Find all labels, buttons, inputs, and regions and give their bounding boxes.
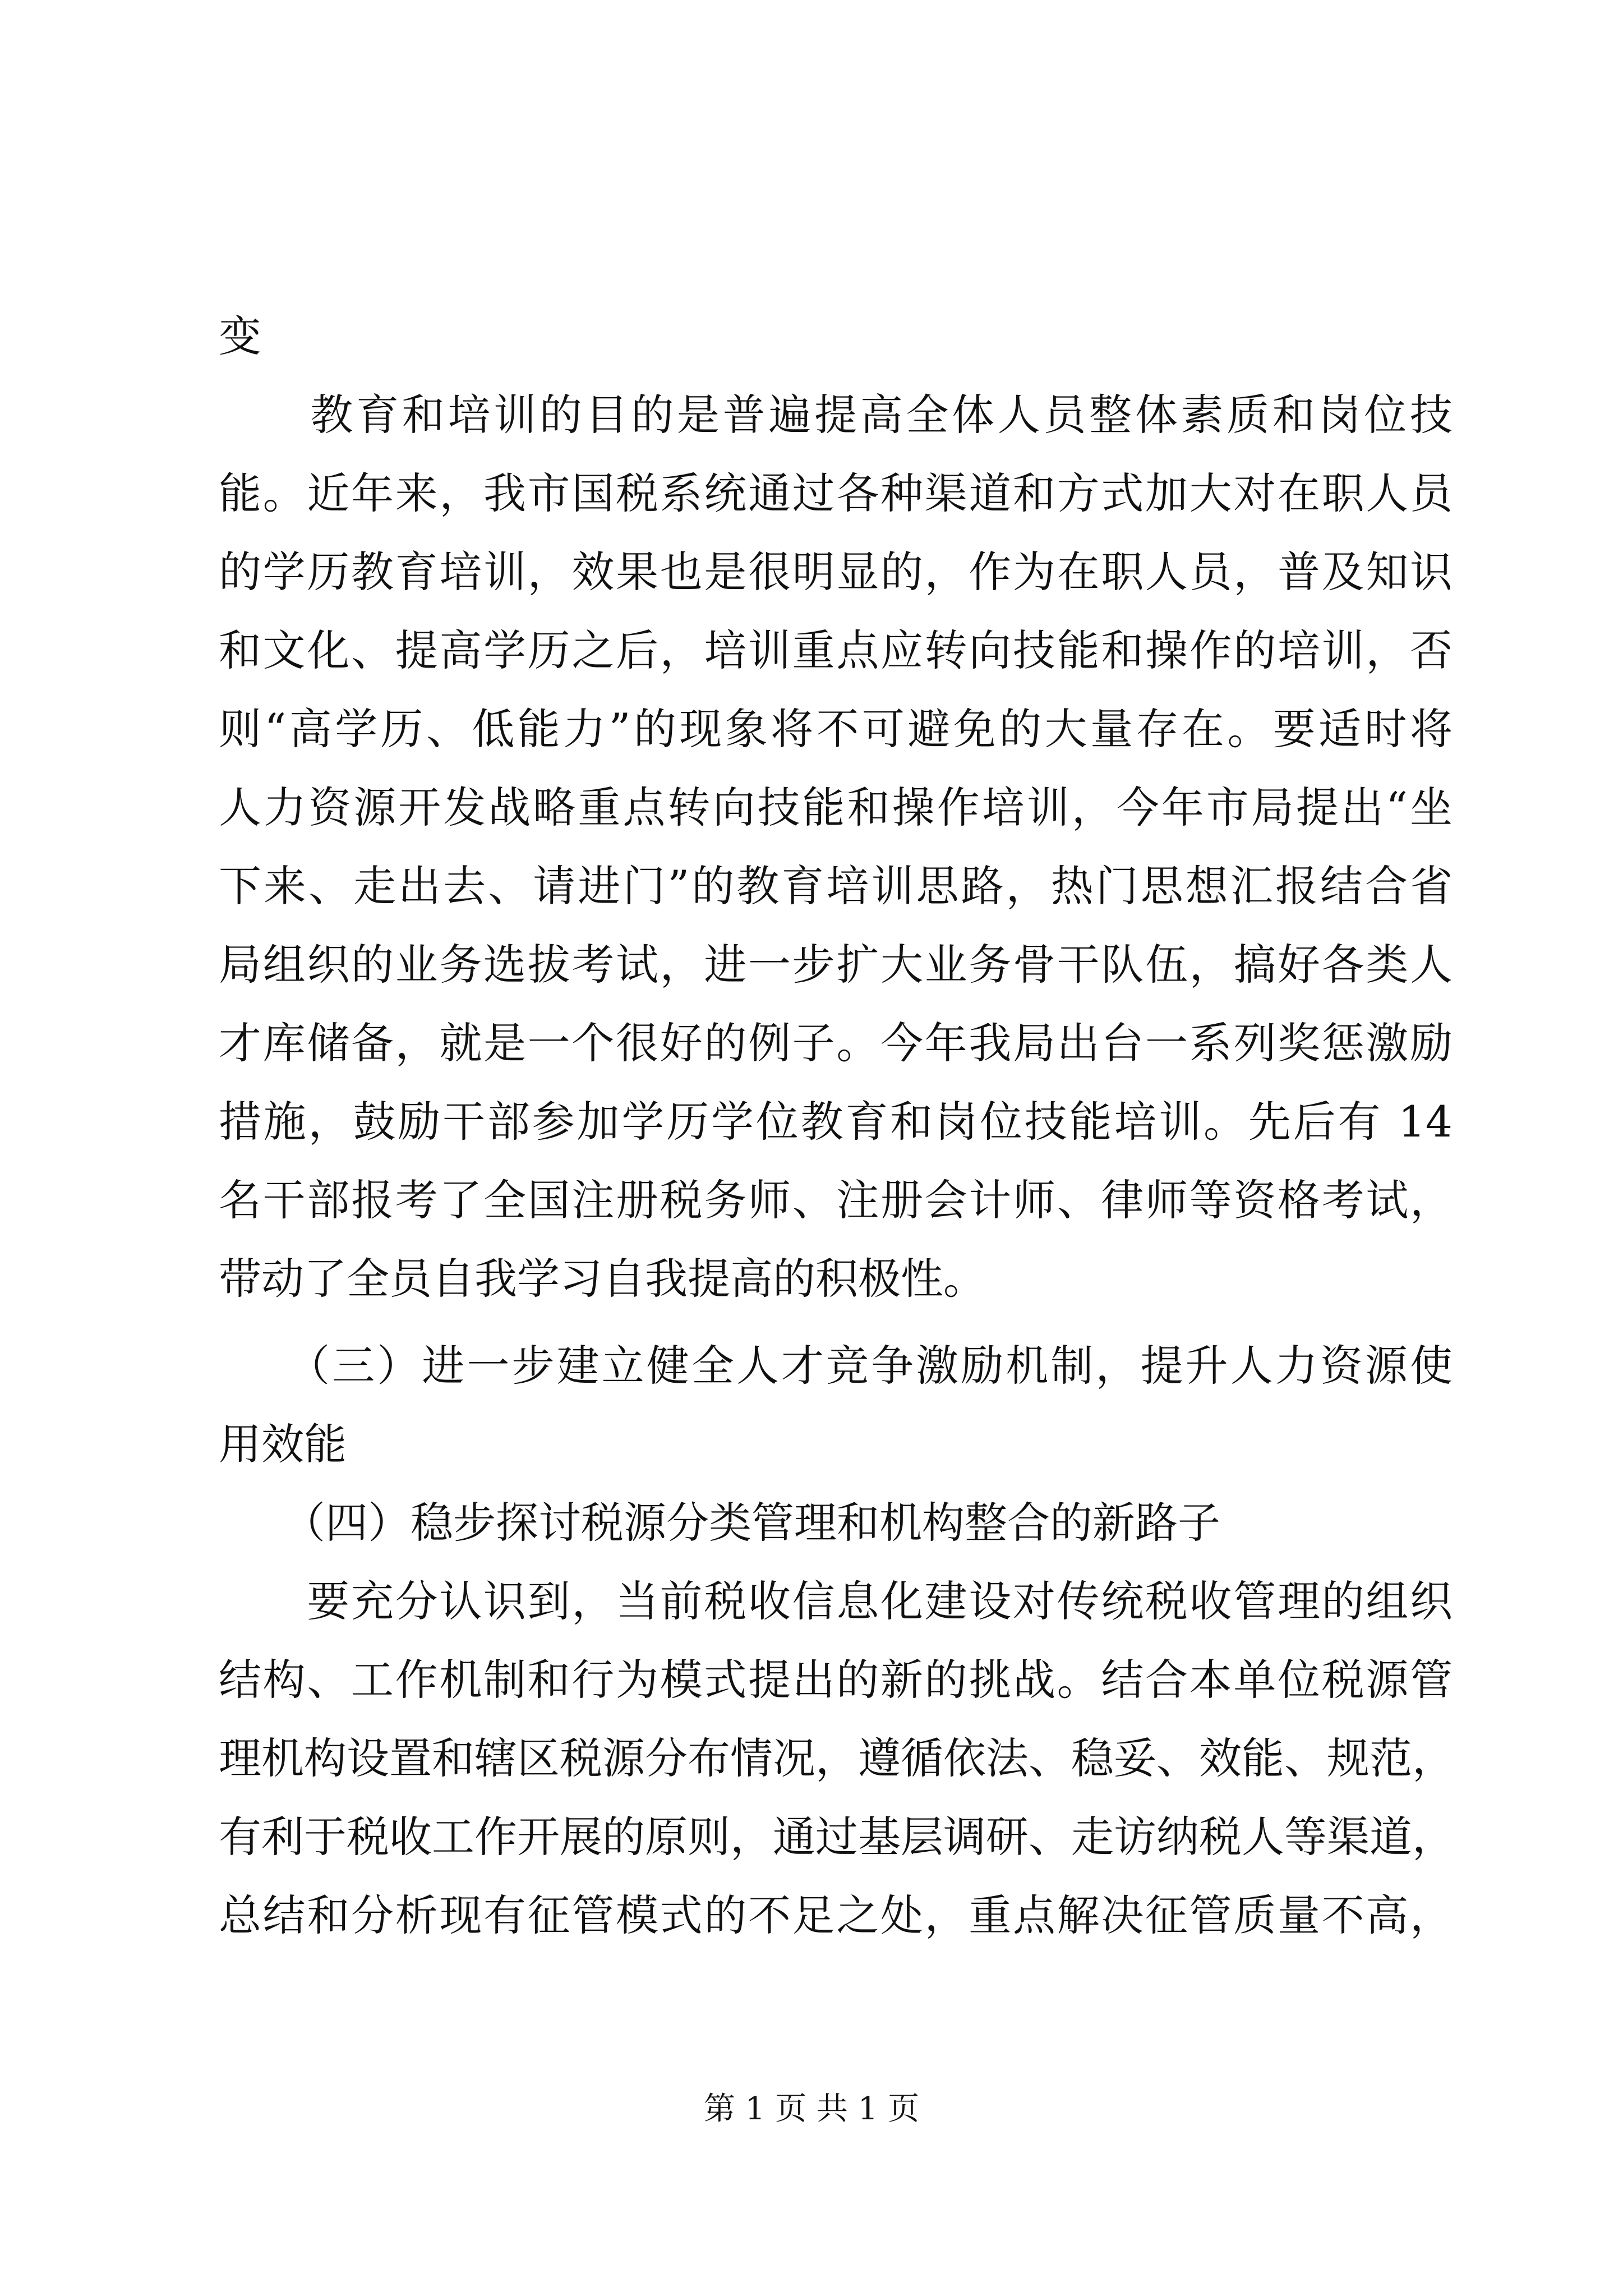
body-line: 总结和分析现有征管模式的不足之处，重点解决征管质量不高， [219, 1890, 1453, 1940]
body-line: 要充分认识到，当前税收信息化建设对传统税收管理的组织 [219, 1576, 1453, 1626]
section-heading: （四）稳步探讨税源分类管理和机构整合的新路子 [219, 1498, 1220, 1548]
section-heading-continued: 用效能 [219, 1419, 347, 1469]
body-line: 能。近年来，我市国税系统通过各种渠道和方式加大对在职人员 [219, 468, 1453, 518]
body-line: 理机构设置和辖区税源分布情况，遵循依法、稳妥、效能、规范， [219, 1733, 1455, 1783]
body-line: 人力资源开发战略重点转向技能和操作培训，今年市局提出“坐 [219, 783, 1453, 832]
body-line: 带动了全员自我学习自我提高的积极性。 [219, 1254, 986, 1304]
body-line: 的学历教育培训，效果也是很明显的，作为在职人员，普及知识 [219, 547, 1453, 597]
body-line: 则“高学历、低能力”的现象将不可避免的大量存在。要适时将 [219, 704, 1453, 754]
body-line: 结构、工作机制和行为模式提出的新的挑战。结合本单位税源管 [219, 1655, 1453, 1705]
page-footer: 第 1 页 共 1 页 [703, 2091, 920, 2127]
body-line: 措施，鼓励干部参加学历学位教育和岗位技能培训。先后有 14 [219, 1097, 1453, 1147]
section-heading: （三）进一步建立健全人才竞争激励机制，提升人力资源使 [219, 1341, 1453, 1391]
body-line: 有利于税收工作开展的原则，通过基层调研、走访纳税人等渠道， [219, 1812, 1455, 1862]
body-line: 和文化、提高学历之后，培训重点应转向技能和操作的培训，否 [219, 625, 1453, 675]
body-line: 下来、走出去、请进门”的教育培训思路，热门思想汇报结合省 [219, 861, 1453, 911]
body-line: 名干部报考了全国注册税务师、注册会计师、律师等资格考试， [219, 1175, 1453, 1225]
body-line: 教育和培训的目的是普遍提高全体人员整体素质和岗位技 [219, 390, 1453, 440]
body-line: 局组织的业务选拔考试，进一步扩大业务骨干队伍，搞好各类人 [219, 940, 1453, 990]
body-line: 才库储备，就是一个很好的例子。今年我局出台一系列奖惩激励 [219, 1018, 1453, 1068]
body-line: 变 [219, 311, 261, 361]
